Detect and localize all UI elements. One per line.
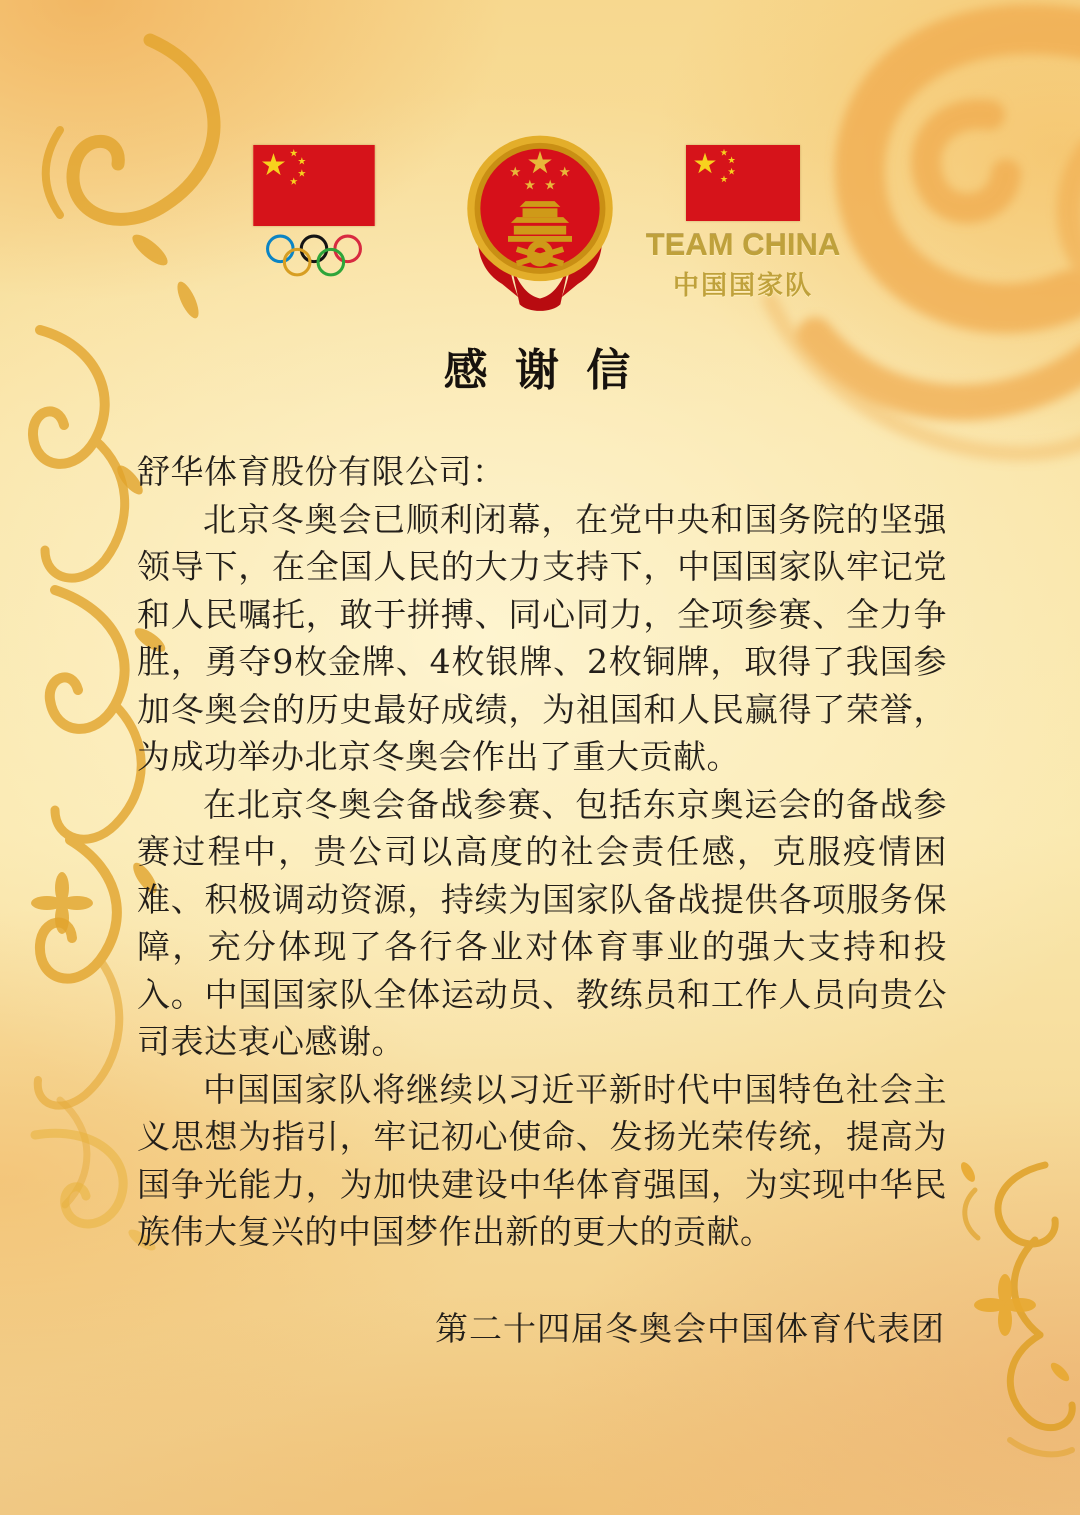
olympic-rings-icon [265,234,363,280]
team-china-sublabel: 中国国家队 [672,270,813,300]
national-emblem-icon [452,124,628,316]
header-emblems [0,0,1080,320]
team-china-label: TEAM CHINA [645,227,841,262]
team-china-emblem [638,145,848,302]
recipient-line: 舒华体育股份有限公司： [137,452,506,491]
national-emblem [452,124,628,316]
china-flag-icon [253,145,375,226]
paragraph-2: 在北京冬奥会备战参赛、包括东京奥运会的备战参赛过程中，贵公司以高度的社会责任感，克服疫情困难、积极调动资源，持续为国家队备战提供各项服务保障，充分体现了各行各业对体育事业的强大支持和投入。中国国家队全体运动员、教练员和工作人员向贵公司表达衷心感谢。 [137,784,947,1061]
paragraph-1: 北京冬奥会已顺利闭幕，在党中央和国务院的坚强领导下，在全国人民的大力支持下，中国国家队牢记党和人民嘱托，敢于拼搏、同心同力，全项参赛、全力争胜，勇夺9枚金牌、4枚银牌、2枚铜牌，取得了我国参加冬奥会的历史最好成绩，为祖国和人民赢得了荣誉，为成功举办北京冬奥会作出了重大贡献。 [137,499,947,776]
china-flag-icon [686,145,800,221]
letter-title: 感 谢 信 [443,345,637,396]
signature-line: 第二十四届冬奥会中国体育代表团 [435,1309,945,1348]
letter-body [137,448,947,1256]
paragraph-3: 中国国家队将继续以习近平新时代中国特色社会主义思想为指引，牢记初心使命、发扬光荣传统，提高为国争光能力，为加快建设中华体育强国，为实现中华民族伟大复兴的中国梦作出新的更大的贡献。 [137,1069,947,1251]
chinese-olympic-committee-emblem [253,145,375,280]
